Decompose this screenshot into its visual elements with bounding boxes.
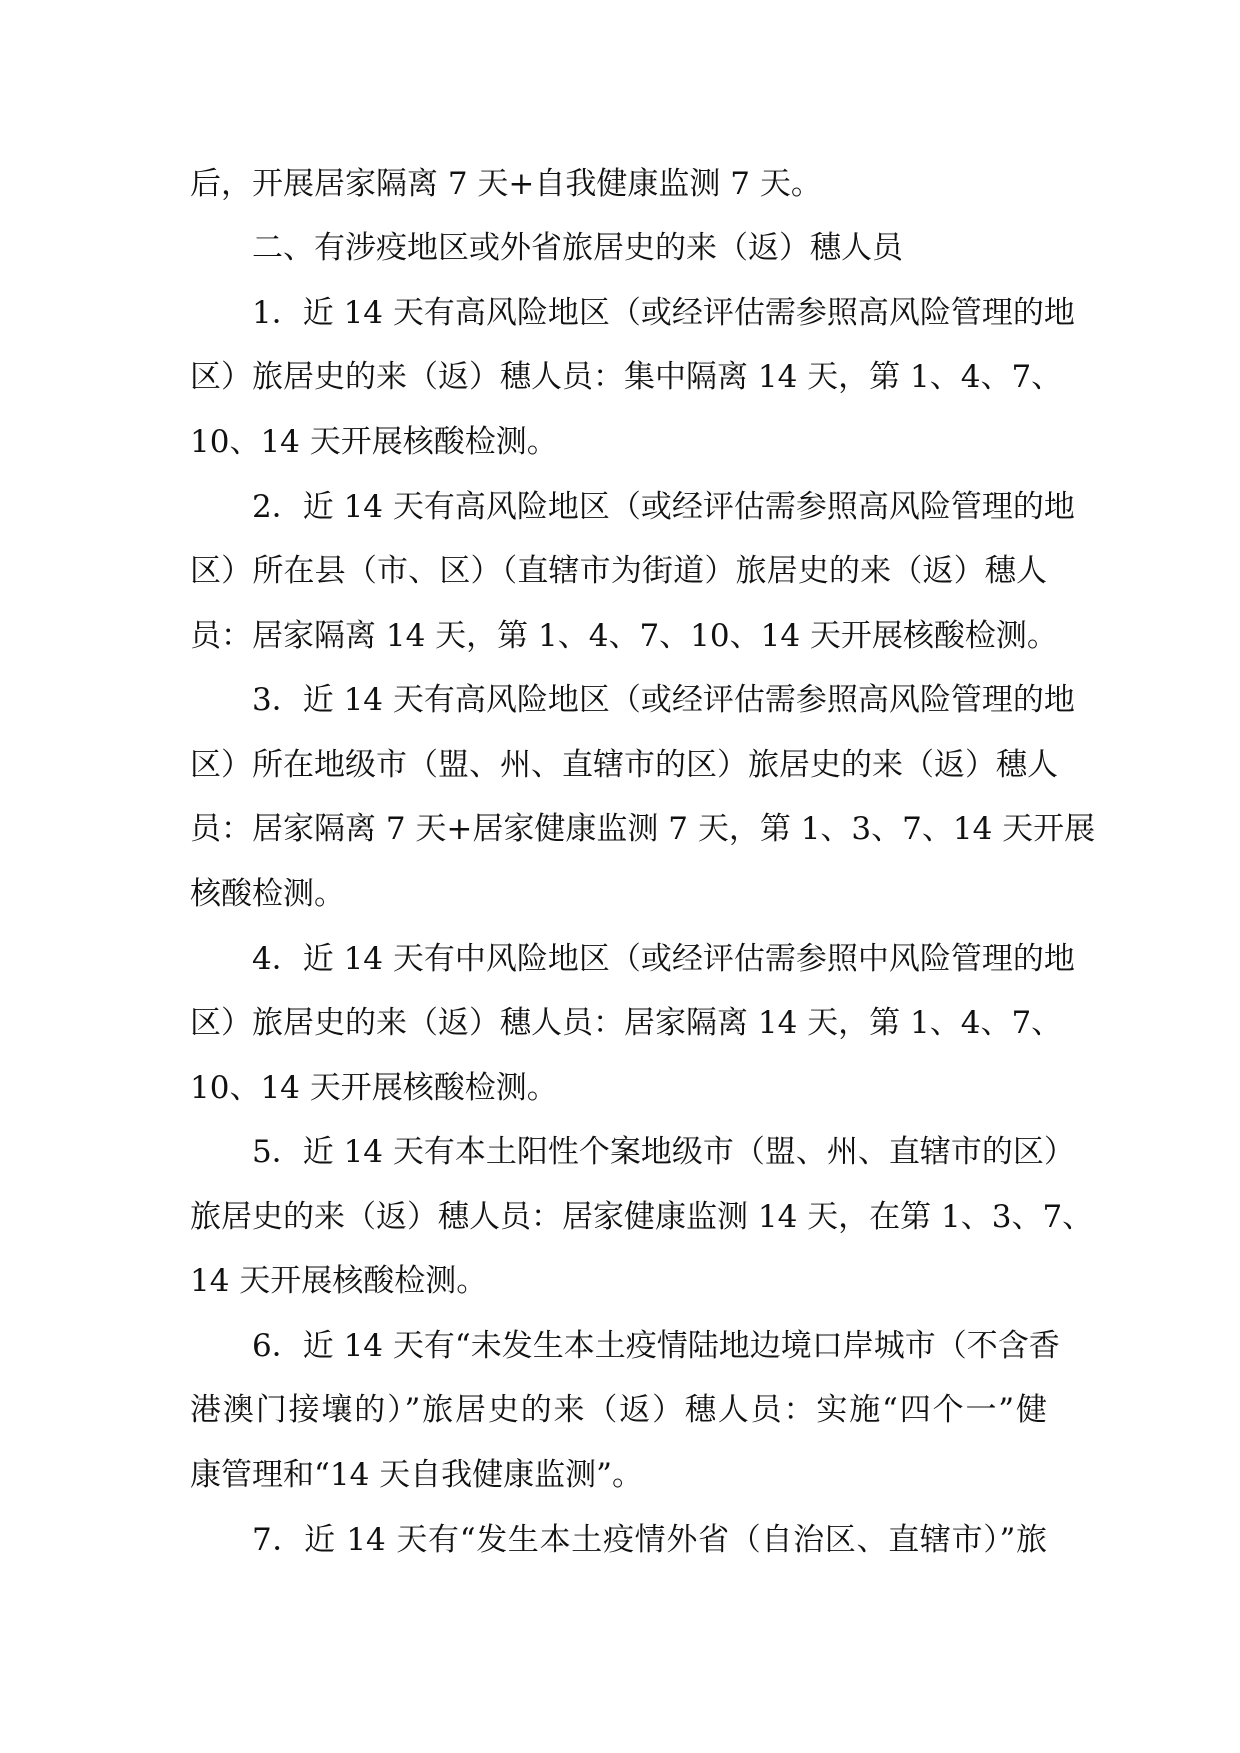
item-6-line-1: 6．近 14 天有“未发生本土疫情陆地边境口岸城市（不含香 bbox=[252, 1328, 1060, 1364]
item-1-line-1: 1．近 14 天有高风险地区（或经评估需参照高风险管理的地 bbox=[252, 295, 1075, 331]
section-heading: 二、有涉疫地区或外省旅居史的来（返）穗人员 bbox=[252, 230, 903, 266]
item-5-line-1: 5．近 14 天有本土阳性个案地级市（盟、州、直辖市的区） bbox=[252, 1134, 1075, 1170]
item-4-line-3: 10、14 天开展核酸检测。 bbox=[190, 1070, 558, 1106]
item-7-line-1: 7．近 14 天有“发生本土疫情外省（自治区、直辖市）”旅 bbox=[252, 1522, 1047, 1558]
item-6-line-2: 港澳门接壤的）”旅居史的来（返）穗人员：实施“四个一”健 bbox=[190, 1392, 1047, 1428]
item-3-line-1: 3．近 14 天有高风险地区（或经评估需参照高风险管理的地 bbox=[252, 682, 1075, 718]
item-2-line-1: 2．近 14 天有高风险地区（或经评估需参照高风险管理的地 bbox=[252, 489, 1075, 525]
item-4-line-2: 区）旅居史的来（返）穗人员：居家隔离 14 天，第 1、4、7、 bbox=[190, 1005, 1063, 1041]
item-5-line-3: 14 天开展核酸检测。 bbox=[190, 1263, 488, 1299]
text-line-1: 后，开展居家隔离 7 天+自我健康监测 7 天。 bbox=[190, 166, 822, 202]
item-5-line-2: 旅居史的来（返）穗人员：居家健康监测 14 天，在第 1、3、7、 bbox=[190, 1199, 1094, 1235]
item-1-line-3: 10、14 天开展核酸检测。 bbox=[190, 424, 558, 460]
item-1-line-2: 区）旅居史的来（返）穗人员：集中隔离 14 天，第 1、4、7、 bbox=[190, 359, 1063, 395]
item-3-line-3: 员：居家隔离 7 天+居家健康监测 7 天，第 1、3、7、14 天开展 bbox=[190, 811, 1096, 847]
item-3-line-2: 区）所在地级市（盟、州、直辖市的区）旅居史的来（返）穗人 bbox=[190, 747, 1058, 783]
item-2-line-3: 员：居家隔离 14 天，第 1、4、7、10、14 天开展核酸检测。 bbox=[190, 618, 1058, 654]
item-2-line-2: 区）所在县（市、区）（直辖市为街道）旅居史的来（返）穗人 bbox=[190, 553, 1047, 589]
item-4-line-1: 4．近 14 天有中风险地区（或经评估需参照中风险管理的地 bbox=[252, 941, 1075, 977]
item-6-line-3: 康管理和“14 天自我健康监测”。 bbox=[190, 1457, 643, 1493]
item-3-line-4: 核酸检测。 bbox=[190, 876, 345, 912]
